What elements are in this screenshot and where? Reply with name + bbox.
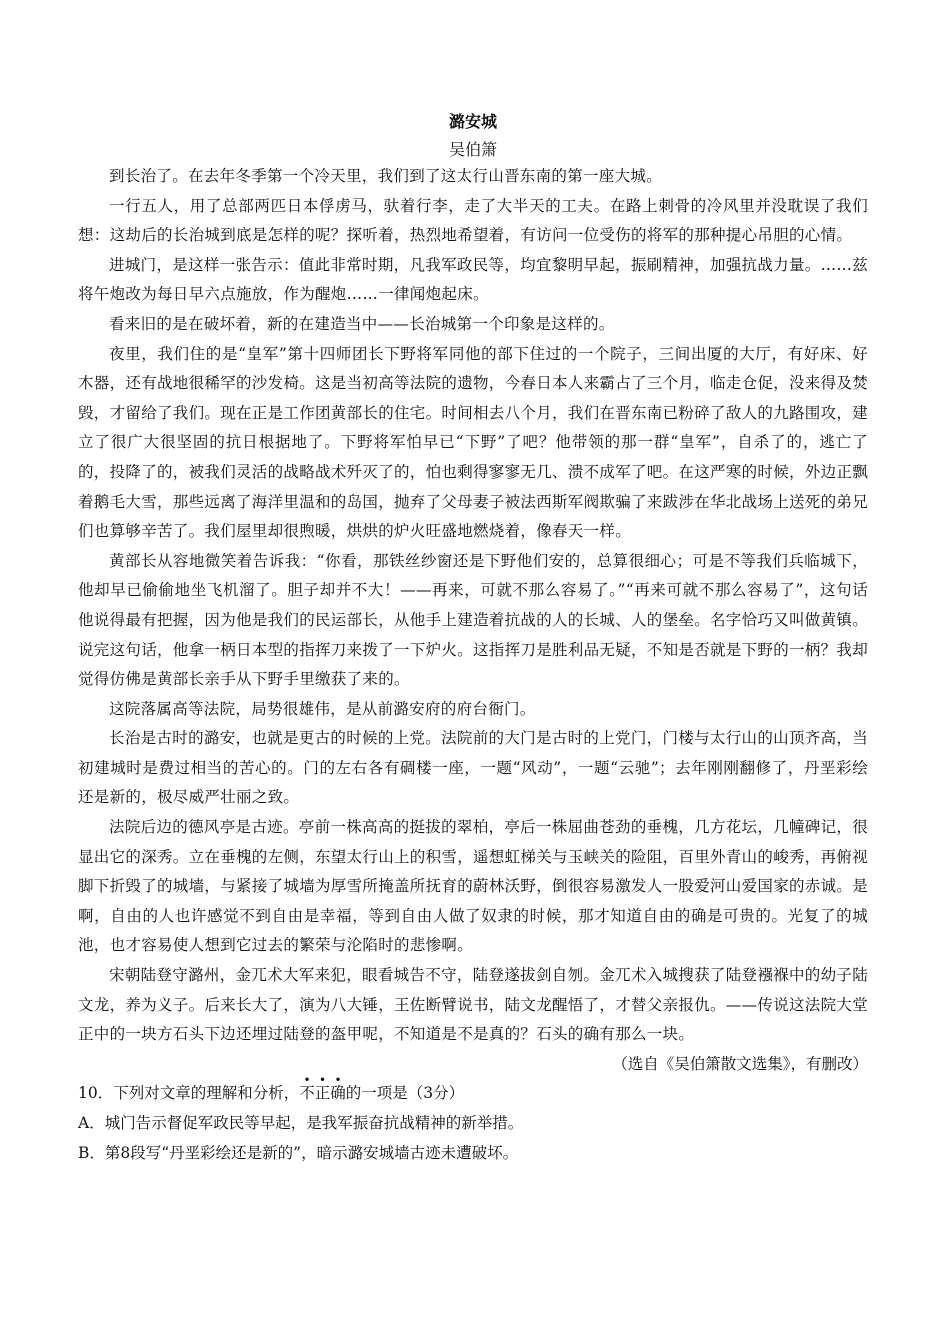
emphasis-dot-icon: • bbox=[318, 1073, 327, 1088]
emphasis-char: • 不 bbox=[299, 1073, 315, 1103]
paragraph: 夜里，我们住的是“皇军”第十四师团长下野将军同他的部下住过的一个院子，三间出厦的大厅，有好床、好木器，还有战地很稀罕的沙发椅。这是当初高等法院的遗物，今春日本人来霸占了三个月，临走仓促，没来得及焚毁，才留给了我们。现在正是工作团黄部长的住宅。时间相去八个月，我们在晋东南已粉碎了敌人的九路围攻，建立了很广大很坚固的抗日根据地了。下野将军怕早已“下野”了吧？他带领的那一群“皇军”，自杀了的，逃亡了的，投降了的，被我们灵活的战略战术歼灭了的，怕也剩得寥寥无几、溃不成军了吧。在这严寒的时候，外边正飘着鹅毛大雪，那些远离了海洋里温和的岛国，抛弃了父母妻子被法西斯军阀欺骗了来跋涉在华北战场上送死的弟兄们也算够辛苦了。我们屋里却很煦暖，烘烘的炉火旺盛地燃烧着，像春天一样。 bbox=[78, 344, 869, 541]
source-citation: （选自《吴伯箫散文选集》，有删改） bbox=[612, 1054, 868, 1073]
paragraph: 长治是古时的潞安，也就是更古的时候的上党。法院前的大门是古时的上党门，门楼与太行山的山顶齐高，当初建城时是费过相当的苦心的。门的左右各有碉楼一座，一题“风动”，一题“云驰”；去年刚刚翻修了，丹垩彩绘还是新的，极尽威严壮丽之致。 bbox=[78, 729, 868, 807]
paragraph: 宋朝陆登守潞州，金兀术大军来犯，眼看城告不守，陆登遂拔剑自刎。金兀术入城搜获了陆登襁褓中的幼子陆文龙，养为义子。后来长大了，演为八大锤，王佐断臂说书，陆文龙醒悟了，才替父亲报仇。——传说这法院大堂正中的一块方石头下边还埋过陆登的盔甲呢，不知道是不是真的？石头的确有那么一块。 bbox=[78, 966, 869, 1044]
emphasis-char: • 确 bbox=[330, 1073, 346, 1103]
paragraph: 进城门，是这样一张告示：值此非常时期，凡我军政民等，均宜黎明早起，振刷精神，加强抗战力量。……兹将午炮改为每日早六点施放，作为醒炮……一律闻炮起床。 bbox=[78, 255, 868, 304]
question-stem bbox=[78, 1073, 868, 1109]
paragraph: 看来旧的是在破坏着，新的在建造当中——长治城第一个印象是这样的。 bbox=[109, 314, 615, 333]
question-prefix: 10．下列对文章的理解和分析， bbox=[78, 1084, 300, 1103]
option-a: A．城门告示督促军政民等早起，是我军振奋抗战精神的新举措。 bbox=[78, 1114, 524, 1132]
question-suffix: 的一项是（3分） bbox=[345, 1084, 465, 1103]
paragraph: 这院落属高等法院，局势很雄伟，是从前潞安府的府台衙门。 bbox=[109, 699, 536, 718]
article-title: 潞安城 bbox=[448, 112, 497, 131]
document-page bbox=[78, 110, 868, 1168]
article-author: 吴伯箫 bbox=[448, 140, 497, 159]
option-b: B．第8段写“丹垩彩绘还是新的”，暗示潞安城墙古迹未遭破坏。 bbox=[78, 1143, 519, 1162]
emphasis-dot-icon: • bbox=[303, 1073, 311, 1088]
paragraph: 到长治了。在去年冬季第一个冷天里，我们到了这太行山晋东南的第一座大城。 bbox=[109, 167, 663, 185]
paragraph: 法院后边的德风亭是古迹。亭前一株高高的挺拔的翠柏，亭后一株屈曲苍劲的垂槐，几方花坛，几幢碑记，很显出它的深秀。立在垂槐的左侧，东望太行山上的积雪，遥想虹梯关与玉峡关的险阻，百里外青山的峻秀，再俯视脚下折毁了的城墙，与紧接了城墙为厚雪所掩盖所抚育的蔚林沃野，倒很容易激发人一股爱河山爱国家的赤诚。是啊，自由的人也许感觉不到自由是幸福，等到自由人做了奴隶的时候，那才知道自由的确是可贵的。光复了的城池，也才容易使人想到它过去的繁荣与沦陷时的悲惨啊。 bbox=[78, 818, 869, 955]
paragraph: 一行五人，用了总部两匹日本俘虏马，驮着行李，走了大半天的工夫。在路上刺骨的冷风里并没耽误了我们想：这劫后的长治城到底是怎样的呢？探听着，热烈地希望着，有访问一位受伤的将军的那种提心吊胆的心情。 bbox=[78, 196, 868, 245]
paragraph: 黄部长从容地微笑着告诉我：“你看，那铁丝纱窗还是下野他们安的，总算很细心；可是不等我们兵临城下，他却早已偷偷地坐飞机溜了。胆子却并不大！——再来，可就不那么容易了。”“再来可就不那么容易了”，这句话他说得最有把握，因为他是我们的民运部长，从他手上建造着抗战的人的长城、人的堡垒。名字恰巧又叫做黄镇。说完这句话，他拿一柄日本型的指挥刀来拨了一下炉火。这指挥刀是胜利品无疑，不知是否就是下野的一柄？我却觉得仿佛是黄部长亲手从下野手里缴获了来的。 bbox=[78, 551, 869, 689]
emphasis-char: • 正 bbox=[314, 1073, 331, 1103]
emphasis-dot-icon: • bbox=[334, 1073, 342, 1088]
